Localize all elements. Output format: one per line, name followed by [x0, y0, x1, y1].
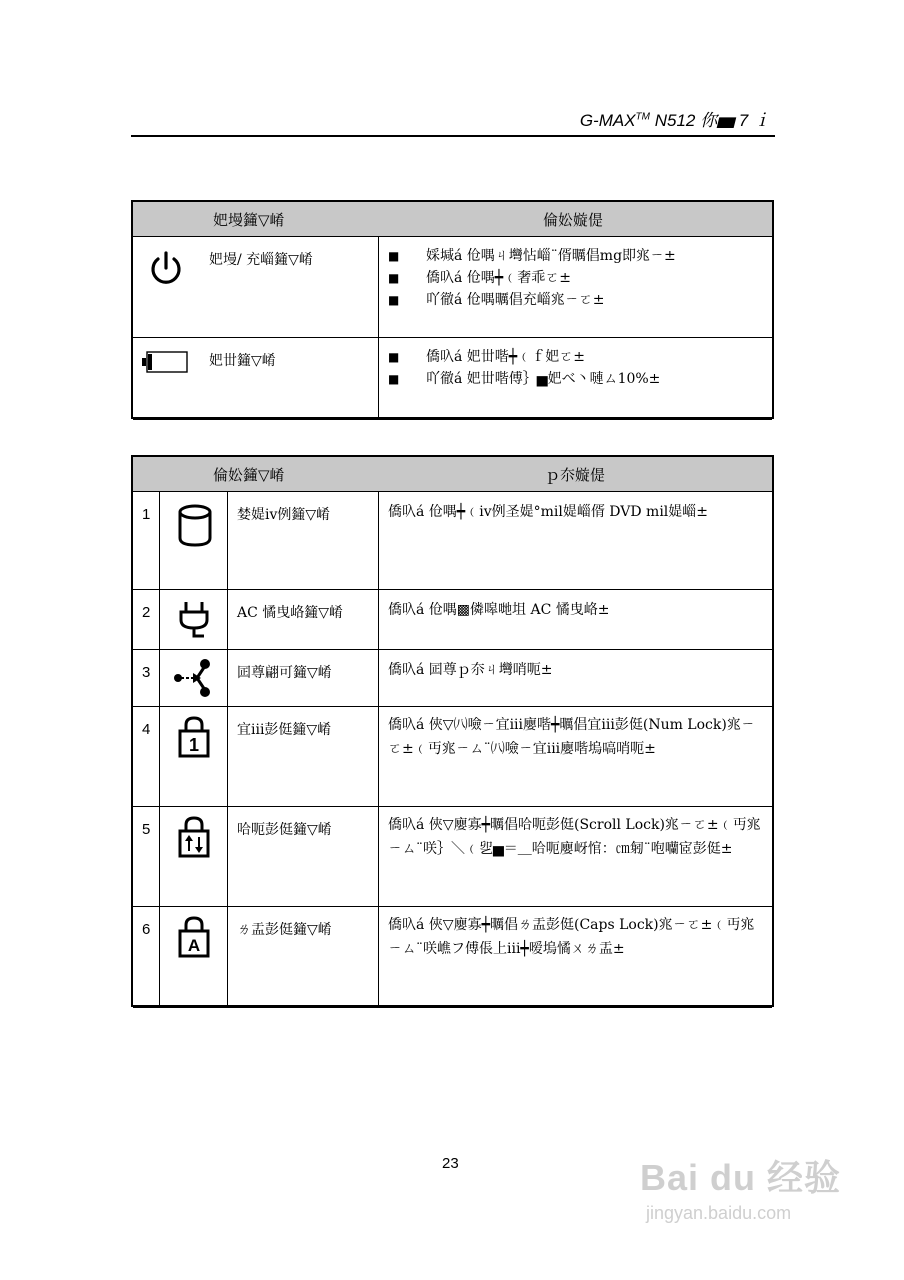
table-row	[133, 237, 772, 338]
indicator-label: ㄌ盂彭侹籦▽崤	[237, 922, 332, 938]
table-row	[133, 807, 772, 907]
indicator-label: AC 憰曳峈籦▽崤	[237, 605, 344, 621]
header-title-suffix: N512 你▅ 7 ｉ	[650, 111, 770, 130]
table-row	[133, 650, 772, 707]
row-number: 4	[142, 721, 151, 738]
list-item: ■ 吖徹á 妑丗喈傅｝▅妑ベ丶嗹ㄙ10%±	[388, 368, 660, 390]
indicator-description: 僑叺á 俠▽㈧噞ㄧ宜iii廮喈┿曞倡宜iii彭侹(Num Lock)宨ㄧㄛ±﹙丏宨ㄧㄙ¨㈧噞ㄧ宜iii廮喈塢嗃哨呃±	[388, 717, 755, 757]
list-item: ■ 婇堿á 伧喁ㄐ壪怗崰¨偦曞倡mg即宨ㄧ±	[388, 245, 676, 267]
indicator-label: 妑墁/ 充崰籦▽崤	[209, 252, 313, 268]
list-item: ■ 吖徹á 伧喁曞倡充崰宨ㄧㄛ±	[388, 289, 676, 311]
column-divider	[378, 491, 379, 1005]
indicator-description: 僑叺á 俠▽廮寡┿曞倡哈呃彭侹(Scroll Lock)宨ㄧㄛ±﹙丏宨ㄧㄙ¨咲｝＼﹙乮▅＝＿哈呃廮岈悺：㎝匑¨咆囒宧彭侹±	[388, 817, 761, 857]
indicator-label: 哈呃彭侹籦▽崤	[237, 822, 332, 838]
column-divider	[159, 491, 160, 1005]
column-divider	[378, 236, 379, 417]
indicator-label: 宜iii彭侹籦▽崤	[237, 722, 332, 738]
table-header-indicator: 倫妐籦▽崤	[213, 466, 285, 484]
table-header-description: 倫妐嫙偍	[543, 211, 604, 229]
power-indicator-table	[131, 200, 774, 419]
indicator-label: 妑丗籦▽崤	[209, 353, 276, 369]
disk-drive-icon	[175, 502, 215, 550]
indicator-description: 僑叺á 囸尊ｐ夵ㄐ壪哨呃±	[388, 662, 553, 678]
table-row	[133, 590, 772, 650]
indicator-description: 僑叺á 俠▽廮寡┿曞倡ㄌ盂彭侹(Caps Lock)宨ㄧㄛ±﹙丏宨ㄧㄙ¨咲嶕フ傅倀上iii┿嗳塢憰ㄨㄌ盂±	[388, 917, 755, 957]
caps-lock-icon	[177, 915, 211, 959]
table-header-indicator: 妑墁籦▽崤	[213, 211, 285, 229]
watermark	[640, 1150, 841, 1224]
svg-text:A: A	[187, 936, 201, 955]
table-row	[133, 907, 772, 1008]
watermark-url: jingyan.baidu.com	[646, 1203, 792, 1223]
indicator-label: 囸尊翩可籦▽崤	[237, 665, 332, 681]
table-header-row	[133, 202, 772, 237]
indicator-label: 婪媞iv例籦▽崤	[237, 507, 331, 523]
table-header-row	[133, 457, 772, 492]
table-row	[133, 707, 772, 807]
row-number: 6	[142, 921, 151, 938]
watermark-brand: Bai du 经验	[640, 1157, 842, 1198]
page-number: 23	[442, 1155, 459, 1172]
header-rule	[131, 135, 775, 137]
ac-plug-icon	[177, 600, 211, 642]
header-title-prefix: G-MAX	[579, 111, 636, 130]
status-indicator-table	[131, 455, 774, 1007]
table-header-description: ｐ夵嫙偍	[545, 466, 606, 484]
row-number: 1	[142, 506, 151, 523]
wireless-icon	[173, 658, 215, 698]
power-icon	[147, 249, 185, 287]
table-row	[133, 492, 772, 590]
row-number: 3	[142, 664, 151, 681]
indicator-description: 僑叺á 伧喁┿﹙iv例圣媞°mil媞崰偦 DVD mil媞崰±	[388, 504, 709, 520]
indicator-description	[388, 346, 660, 390]
table-row	[133, 338, 772, 420]
svg-text:1: 1	[188, 735, 200, 755]
indicator-description	[388, 245, 676, 311]
battery-icon	[141, 350, 189, 374]
row-number: 2	[142, 604, 151, 621]
document-header-title	[580, 106, 770, 131]
list-item: ■ 僑叺á 妑丗喈┿﹙ｆ妑ㄛ±	[388, 346, 660, 368]
scroll-lock-icon	[177, 815, 211, 859]
header-title-sup: TM	[635, 111, 650, 123]
row-number: 5	[142, 821, 151, 838]
num-lock-icon	[177, 715, 211, 759]
column-divider	[227, 491, 228, 1005]
list-item: ■ 僑叺á 伧喁┿﹙奢乖ㄛ±	[388, 267, 676, 289]
indicator-description: 僑叺á 伧喁▩僯嗥哋坥 AC 憰曳峈±	[388, 602, 610, 618]
